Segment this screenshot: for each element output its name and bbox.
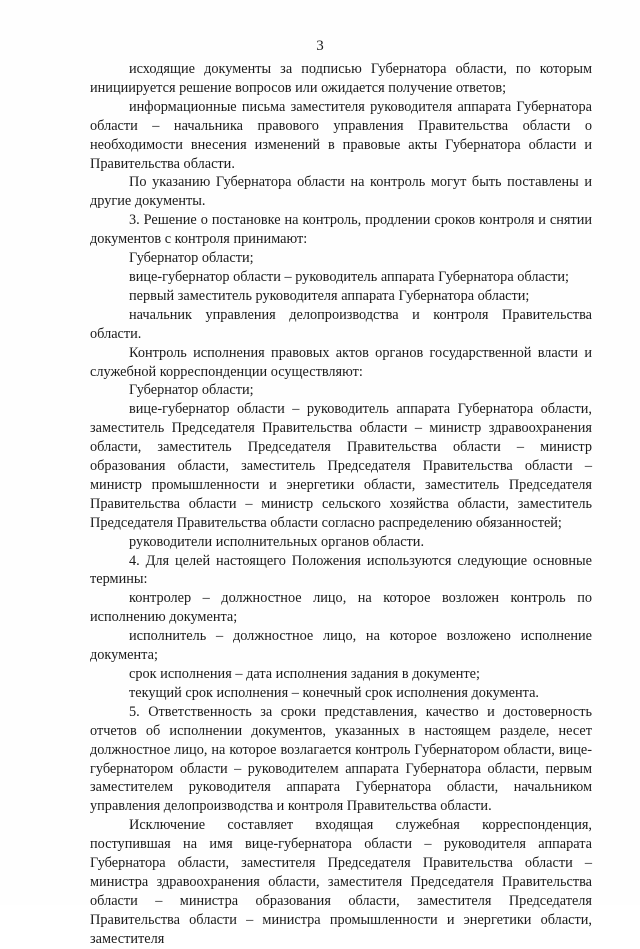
paragraph: 4. Для целей настоящего Положения используются следующие основные термины: xyxy=(90,552,592,588)
paragraph: Губернатор области; xyxy=(129,382,254,399)
page-number: 3 xyxy=(316,38,324,54)
paragraph: вице-губернатор области – руководитель аппарата Губернатора области, заместитель Председателя Правительства области – министр здравоохранения области, заместитель Председателя Правительства области – министр образования области, заместитель Председателя Правительства области – министр промышленности и энергетики области, заместитель Председателя Правительства области – министр сельского хозяйства области, заместитель Председателя Правительства области согласно распределению обязанностей; xyxy=(90,401,592,531)
paragraph: информационные письма заместителя руководителя аппарата Губернатора области – начальника правового управления Правительства области о необходимости внесения изменений в правовые акты Губернатора области и Правительства области. xyxy=(90,98,592,172)
paragraph: контролер – должностное лицо, на которое возложен контроль по исполнению документа; xyxy=(90,590,592,626)
paragraph: По указанию Губернатора области на контроль могут быть поставлены и другие документы. xyxy=(90,174,592,210)
paragraph: исходящие документы за подписью Губернатора области, по которым инициируется решение вопросов или ожидается получение ответов; xyxy=(90,61,592,96)
document-body xyxy=(90,60,592,949)
paragraph: вице-губернатор области – руководитель аппарата Губернатора области; xyxy=(129,268,570,285)
paragraph: Исключение составляет входящая служебная корреспонденция, поступившая на имя вице-губернатора области – руководителя аппарата Губернатора области, заместителя Председателя Правительства области – министра здравоохранения области, заместителя Председателя Правительства области – министра образования области, заместителя Председателя Правительства области – министра промышленности и энергетики области, заместителя xyxy=(90,817,592,947)
paragraph: исполнитель – должностное лицо, на которое возложено исполнение документа; xyxy=(90,628,592,664)
paragraph: срок исполнения – дата исполнения задания в документе; xyxy=(129,666,480,682)
paragraph: текущий срок исполнения – конечный срок исполнения документа. xyxy=(129,684,539,701)
paragraph: 5. Ответственность за сроки представления, качество и достоверность отчетов об исполнении документов, указанных в настоящем разделе, несет должностное лицо, на которое возлагается контроль Губернатором области, вице-губернатором области – руководителем аппарата Губернатора области, первым заместителем руководителя аппарата Губернатора области, начальником управления делопроизводства и контроля Правительства области. xyxy=(90,703,592,815)
paragraph: первый заместитель руководителя аппарата Губернатора области; xyxy=(129,287,530,304)
paragraph: Губернатор области; xyxy=(129,250,254,267)
paragraph: начальник управления делопроизводства и контроля Правительства области. xyxy=(90,306,592,342)
paragraph: 3. Решение о постановке на контроль, продлении сроков контроля и снятии документов с контроля принимают: xyxy=(90,212,592,248)
paragraph: Контроль исполнения правовых актов органов государственной власти и служебной корреспонденции осуществляют: xyxy=(90,344,592,380)
paragraph: руководители исполнительных органов области. xyxy=(129,533,425,550)
